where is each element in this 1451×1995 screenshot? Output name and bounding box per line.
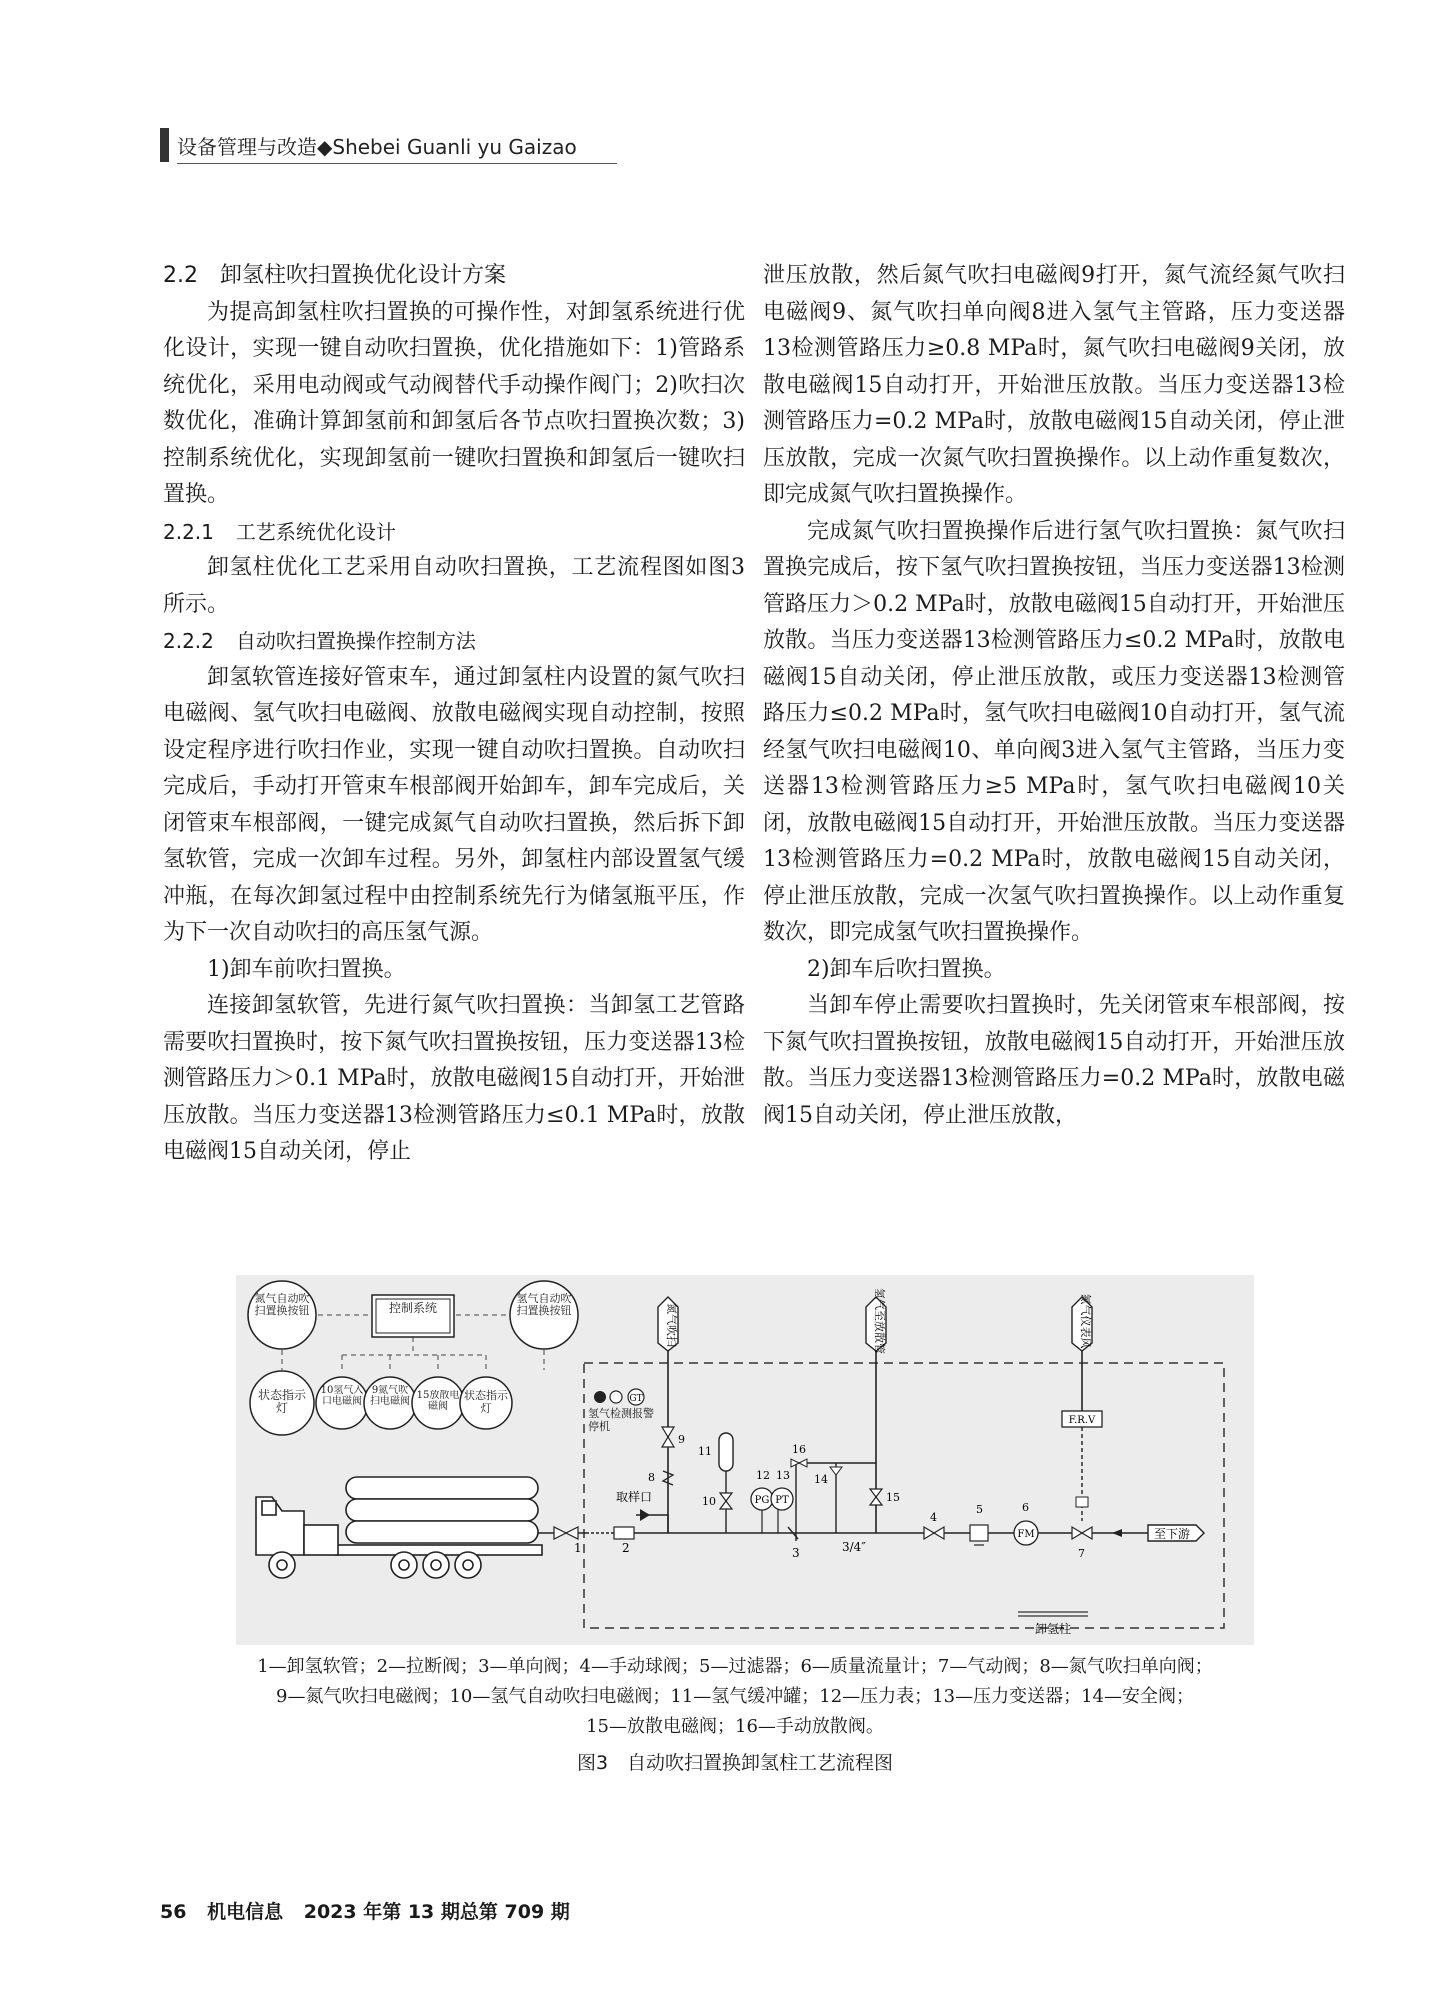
paragraph: 完成氮气吹扫置换操作后进行氢气吹扫置换：氮气吹扫置换完成后，按下氢气吹扫置换按钮，当压力变送器13检测管路压力＞0.2 MPa时，放散电磁阀15自动打开，开始泄压放散。当压力变送器13检测管路压力≤0.2 MPa时，放散电磁阀15自动关闭，停止泄压放散，或压力变送器13检测管路压力≤0.2 MPa时，氢气吹扫电磁阀10自动打开，氢气流经氢气吹扫电磁阀10、单向阀3进入氢气主管路，当压力变送器13检测管路压力≥5 MPa时，氢气吹扫电磁阀10关闭，放散电磁阀15自动打开，开始泄压放散。当压力变送器13检测管路压力=0.2 MPa时，放散电磁阀15自动关闭，停止泄压放散，完成一次氢气吹扫置换操作。以上动作重复数次，即完成氢气吹扫置换操作。: [763, 518, 1345, 945]
section-number: 2.2: [163, 263, 198, 288]
column-label: 卸氢柱: [1034, 1622, 1072, 1636]
item-3-4-label: 3/4″: [842, 1540, 866, 1554]
truck-wheel-hub: [431, 1560, 441, 1570]
vent-stack-label: 氢气至放散管: [873, 1288, 886, 1354]
paragraph: 卸氢软管连接好管束车，通过卸氢柱内设置的氮气吹扫电磁阀、氢气吹扫电磁阀、放散电磁阀实现自动控制，按照设定程序进行吹扫作业，实现一键自动吹扫置换。自动吹扫完成后，手动打开管束车根部阀开始卸车，卸车完成后，关闭管束车根部阀，一键完成氮气自动吹扫置换，然后拆下卸氢软管，完成一次卸车过程。另外，卸氢柱内部设置氢气缓冲瓶，在每次卸氢过程中由控制系统先行为储氢瓶平压，作为下一次自动吹扫的高压氢气源。: [163, 664, 745, 945]
figure-caption: 图3 自动吹扫置换卸氢柱工艺流程图: [576, 1752, 894, 1774]
section-heading-2-2: [163, 258, 745, 295]
section-title: 自动吹扫置换操作控制方法: [235, 629, 476, 653]
issue-info: 2023 年第 13 期总第 709 期: [303, 1901, 570, 1923]
journal-name: 机电信息: [207, 1901, 284, 1923]
status-light-left-label: 状态指示灯: [258, 1389, 306, 1415]
header-rule: [177, 163, 617, 164]
item-13-label: 13: [776, 1469, 790, 1482]
process-flow-diagram: [236, 1275, 1254, 1645]
section-heading-2-2-2: [163, 623, 745, 660]
section-title: 工艺系统优化设计: [235, 519, 396, 544]
paragraph: 1)卸车前吹扫置换。: [207, 956, 406, 982]
truck-frame: [304, 1525, 338, 1555]
page-footer: [160, 1897, 584, 1924]
hydrogen-sensor-icon: [610, 1391, 622, 1403]
legend-line: 15—放散电磁阀；16—手动放散阀。: [586, 1716, 884, 1737]
sample-port-label: 取样口: [616, 1490, 653, 1504]
section-heading-2-2-1: [163, 514, 745, 551]
truck-wheel-hub: [277, 1560, 287, 1570]
page-number: 56: [160, 1901, 187, 1923]
n2-purge-valve-label: 9氮气吹扫电磁阀: [370, 1385, 410, 1407]
n2-purge-button-label: 氮气自动吹扫置换按钮: [254, 1293, 310, 1317]
hydrogen-detector-label: 氢气检测报警停机: [588, 1407, 654, 1433]
section-number: 2.2.1: [163, 519, 214, 544]
legend-line: 9—氮气吹扫电磁阀；10—氢气自动吹扫电磁阀；11—氢气缓冲罐；12—压力表；13—压力变送器；14—安全阀；: [276, 1686, 1194, 1707]
filter-regulator-label: F.R.V: [1068, 1415, 1096, 1426]
pressure-transmitter-label: PT: [775, 1495, 789, 1506]
truck-wheel-hub: [399, 1560, 409, 1570]
section-number: 2.2.2: [163, 629, 214, 653]
h2-inlet-valve-label: 10氢气入口电磁阀: [320, 1385, 364, 1407]
item-3-label: 3: [792, 1546, 800, 1560]
filter: [970, 1525, 988, 1541]
item-10-label: 10: [702, 1495, 716, 1508]
item-15-label: 15: [886, 1491, 900, 1504]
tube-cylinder: [346, 1477, 538, 1499]
item-12-label: 12: [756, 1469, 770, 1482]
paragraph: 卸氢柱优化工艺采用自动吹扫置换，工艺流程图如图3所示。: [163, 555, 745, 617]
paragraph: 连接卸氢软管，先进行氮气吹扫置换：当卸氢工艺管路需要吹扫置换时，按下氮气吹扫置换按钮，压力变送器13检测管路压力＞0.1 MPa时，放散电磁阀15自动打开，开始泄压放散。当压力变送器13检测管路压力≤0.1 MPa时，放散电磁阀15自动关闭，停止: [163, 993, 745, 1164]
truck-wheel-hub: [463, 1560, 473, 1570]
hydrogen-buffer-tank: [719, 1433, 733, 1471]
item-4-label: 4: [930, 1511, 937, 1524]
figure-legend: [180, 1652, 1290, 1742]
downstream-label: 至下游: [1153, 1527, 1191, 1541]
paragraph: 为提高卸氢柱吹扫置换的可操作性，对卸氢系统进行优化设计，实现一键自动吹扫置换，优化措施如下：1)管路系统优化，采用电动阀或气动阀替代手动操作阀门；2)吹扫次数优化，准确计算卸氢前和卸氢后各节点吹扫置换次数；3)控制系统优化，实现卸氢前一键吹扫置换和卸氢后一键吹扫置换。: [163, 299, 745, 507]
paragraph: 泄压放散，然后氮气吹扫电磁阀9打开，氮气流经氮气吹扫电磁阀9、氮气吹扫单向阀8进入氢气主管路，压力变送器13检测管路压力≥0.8 MPa时，氮气吹扫电磁阀9关闭，放散电磁阀15自动打开，开始泄压放散。当压力变送器13检测管路压力=0.2 MPa时，放散电磁阀15自动关闭，停止泄压放散，完成一次氮气吹扫置换操作。以上动作重复数次，即完成氮气吹扫置换操作。: [763, 263, 1345, 507]
section-title: 卸氢柱吹扫置换优化设计方案: [220, 263, 507, 288]
pressure-gauge-label: PG: [754, 1495, 770, 1506]
item-2-label: 2: [622, 1541, 630, 1555]
item-16-label: 16: [792, 1443, 806, 1456]
tube-cylinder: [346, 1521, 538, 1543]
gas-transmitter-label: GT: [629, 1394, 643, 1404]
running-header: [160, 128, 577, 162]
mass-flow-meter-label: FM: [1017, 1529, 1035, 1540]
truck-window: [262, 1501, 276, 1515]
instrument-air-label: 氮气仪表风: [1079, 1293, 1092, 1349]
paragraph: 2)卸车后吹扫置换。: [807, 956, 1006, 982]
h2-purge-button-label: 氢气自动吹扫置换按钮: [516, 1293, 572, 1317]
item-6-label: 6: [1022, 1501, 1029, 1514]
item-9-label: 9: [678, 1433, 685, 1446]
item-14-label: 14: [814, 1473, 828, 1486]
item-7-label: 7: [1078, 1547, 1085, 1560]
item-1-label: 1: [574, 1541, 582, 1555]
diagram-svg: [236, 1275, 1254, 1645]
status-light-right-label: 状态指示灯: [464, 1389, 508, 1415]
left-column: [163, 258, 745, 1171]
item-5-label: 5: [976, 1503, 983, 1516]
header-bar: [160, 128, 169, 162]
breakaway-valve: [614, 1527, 634, 1539]
pneumatic-actuator: [1076, 1497, 1088, 1507]
control-system-label: 控制系统: [388, 1301, 437, 1315]
item-8-label: 8: [648, 1471, 655, 1484]
paragraph: 当卸车停止需要吹扫置换时，先关闭管束车根部阀，按下氮气吹扫置换按钮，放散电磁阀15自动打开，开始泄压放散。当压力变送器13检测管路压力=0.2 MPa时，放散电磁阀15自动关闭，停止泄压放散，: [763, 993, 1345, 1128]
hydrogen-sensor-icon: [594, 1391, 606, 1403]
n2-purge-source-label: 氮气吹扫: [665, 1303, 678, 1347]
right-column: [763, 258, 1345, 1134]
header-text: 设备管理与改造◆Shebei Guanli yu Gaizao: [177, 134, 577, 159]
item-11-label: 11: [698, 1445, 712, 1458]
legend-line: 1—卸氢软管；2—拉断阀；3—单向阀；4—手动球阀；5—过滤器；6—质量流量计；7—气动阀；8—氮气吹扫单向阀；: [257, 1656, 1213, 1677]
tube-cylinder: [346, 1499, 538, 1521]
vent-valve-label: 15放散电磁阀: [416, 1390, 460, 1412]
